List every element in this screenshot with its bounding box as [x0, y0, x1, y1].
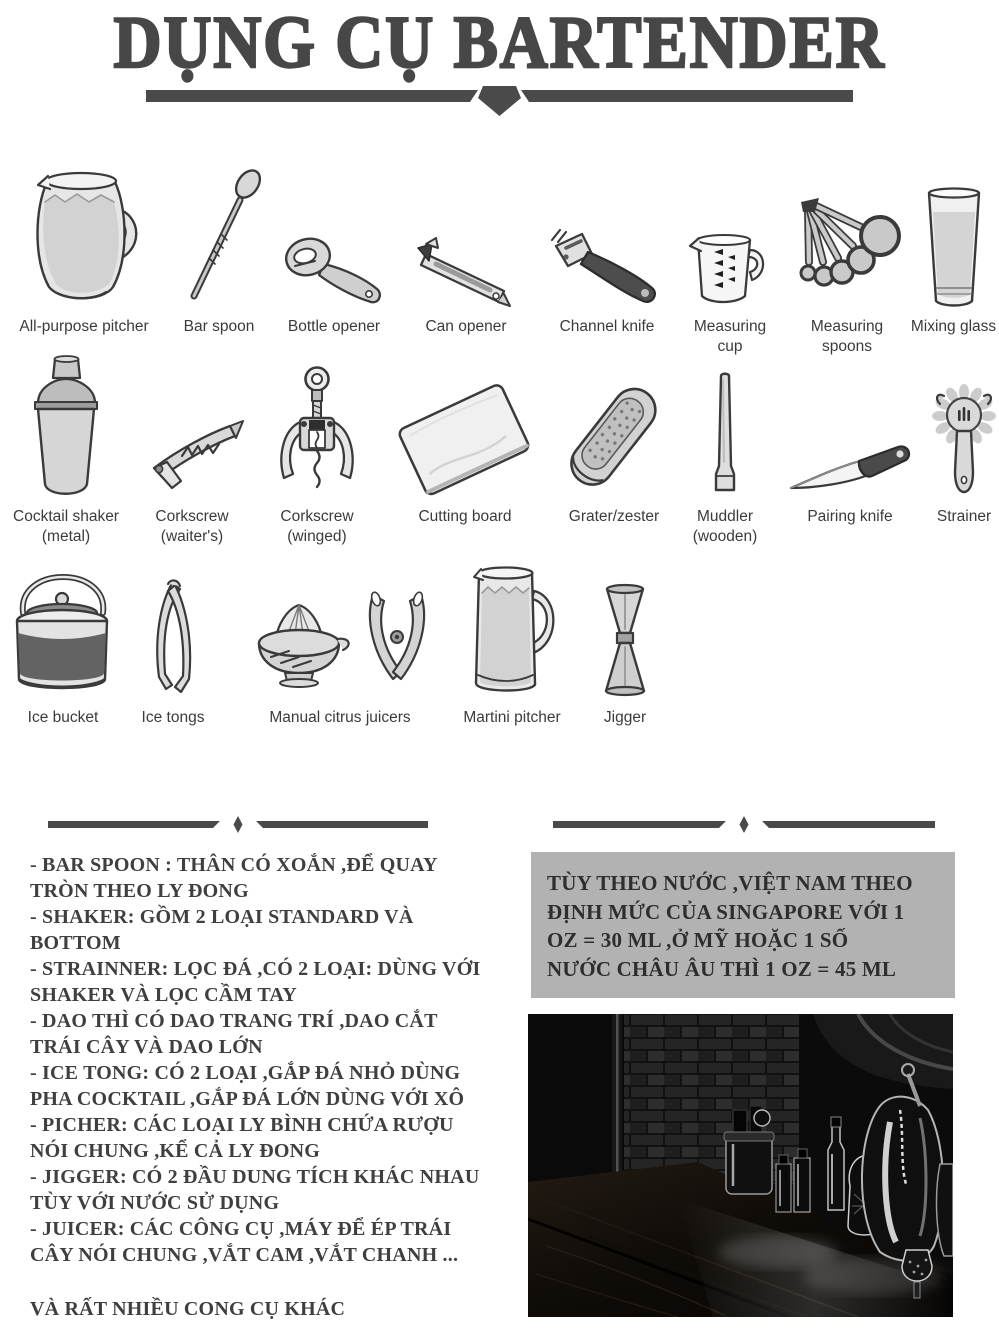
tool-label: Can opener	[425, 318, 507, 335]
notes-footer: VÀ RẤT NHIỀU CONG CỤ KHÁC	[30, 1298, 346, 1320]
tool-citrus-juicers	[238, 558, 442, 728]
title-divider-ornament	[146, 80, 853, 118]
citrus-juicers-icon	[241, 581, 439, 703]
tool-measuring-spoons	[786, 152, 908, 357]
tool-grater-zester	[548, 352, 680, 527]
right-section-divider	[553, 816, 935, 834]
tool-muddler	[682, 352, 768, 547]
tool-jigger	[578, 558, 672, 728]
tool-bar-spoon	[160, 152, 278, 337]
tool-label: Grater/zester	[568, 508, 660, 525]
muddler-icon	[706, 370, 744, 502]
info-line: OZ = 30 ML ,Ở MỸ HOẶC 1 SỐ	[547, 928, 849, 952]
tool-corkscrew-winged	[255, 352, 379, 547]
tool-label: Martini pitcher	[463, 709, 561, 726]
note-knives: - DAO THÌ CÓ DAO TRANG TRÍ ,DAO CẮT TRÁI CÂY VÀ DAO LỚN	[30, 1010, 438, 1058]
measuring-spoons-icon	[791, 190, 903, 312]
grater-zester-icon	[562, 374, 666, 502]
tool-cutting-board	[392, 352, 538, 527]
info-line: NƯỚC CHÂU ÂU THÌ 1 OZ = 45 ML	[547, 956, 897, 981]
bar-photo	[528, 1014, 953, 1317]
tool-label: Corkscrew (waiter's)	[155, 508, 229, 545]
tool-label: Channel knife	[559, 318, 655, 335]
jigger-icon	[599, 581, 651, 703]
tool-cocktail-shaker	[0, 352, 132, 547]
tool-label: Manual citrus juicers	[269, 709, 411, 726]
bar-spoon-icon	[172, 162, 267, 312]
tool-label: Corkscrew (winged)	[280, 508, 354, 545]
martini-pitcher-icon	[462, 561, 562, 703]
tool-mixing-glass	[908, 152, 999, 337]
measuring-cup-icon	[684, 224, 776, 312]
note-strainer: - STRAINNER: LỌC ĐÁ ,CÓ 2 LOẠI: DÙNG VỚI SHAKER VÀ LỌC CẦM TAY	[30, 958, 481, 1006]
cocktail-shaker-icon	[18, 354, 114, 502]
tool-label: Muddler (wooden)	[692, 508, 758, 545]
measurement-info-box	[531, 852, 955, 998]
tool-label: Bar spoon	[183, 318, 255, 335]
note-pitcher: - PICHER: CÁC LOẠI LY BÌNH CHỨA RƯỢU NÓI CHUNG ,KỂ CẢ LY ĐONG	[30, 1114, 454, 1162]
tool-can-opener	[402, 152, 530, 337]
strainer-icon	[932, 384, 996, 502]
tool-bottle-opener	[278, 152, 390, 337]
tool-measuring-cup	[680, 152, 780, 357]
info-line: TÙY THEO NƯỚC ,VIỆT NAM THEO	[547, 871, 913, 895]
tool-label: Ice tongs	[141, 709, 205, 726]
pitcher-icon	[19, 160, 149, 312]
tool-martini-pitcher	[458, 558, 566, 728]
ice-bucket-icon	[5, 561, 121, 703]
note-ice-tong: - ICE TONG: CÓ 2 LOẠI ,GẮP ĐÁ NHỎ DÙNG PHA COCKTAIL ,GẮP ĐÁ LỚN DÙNG VỚI XÔ	[30, 1062, 465, 1110]
tool-label: Mixing glass	[910, 318, 997, 335]
ice-tongs-icon	[135, 575, 211, 703]
notes-list	[30, 852, 492, 1322]
note-juicer: - JUICER: CÁC CÔNG CỤ ,MÁY ĐỂ ÉP TRÁI CÂY NÓI CHUNG ,VẮT CAM ,VẮT CHANH ...	[30, 1218, 459, 1266]
note-bar-spoon: - BAR SPOON : THÂN CÓ XOẮN ,ĐỂ QUAY TRÒN THEO LY ĐONG	[30, 854, 437, 902]
page-title: DỤNG CỤ BARTENDER	[113, 2, 886, 84]
tool-all-purpose-pitcher	[8, 152, 160, 337]
channel-knife-icon	[548, 222, 666, 312]
tool-label: Strainer	[936, 508, 992, 525]
corkscrew-winged-icon	[269, 364, 365, 502]
tool-label: All-purpose pitcher	[19, 318, 149, 335]
tool-label: Cocktail shaker (metal)	[13, 508, 119, 545]
tool-label: Bottle opener	[287, 318, 381, 335]
corkscrew-waiters-icon	[136, 390, 248, 502]
can-opener-icon	[414, 234, 518, 312]
note-shaker: - SHAKER: GỒM 2 LOẠI STANDARD VÀ BOTTOM	[30, 906, 414, 954]
pairing-knife-icon	[786, 430, 914, 502]
tool-ice-bucket	[4, 558, 122, 728]
tool-label: Jigger	[603, 709, 647, 726]
bottle-opener-icon	[281, 230, 387, 312]
info-line: ĐỊNH MỨC CỦA SINGAPORE VỚI 1	[547, 899, 905, 924]
left-section-divider	[48, 816, 428, 834]
tool-channel-knife	[540, 152, 674, 337]
tool-label: Pairing knife	[807, 508, 893, 525]
cutting-board-icon	[392, 374, 538, 502]
tool-corkscrew-waiters	[132, 352, 252, 547]
tool-strainer	[920, 352, 999, 527]
tool-label: Measuring cup	[693, 318, 767, 355]
mixing-glass-icon	[921, 184, 987, 312]
tool-label: Ice bucket	[27, 709, 99, 726]
tool-ice-tongs	[124, 558, 222, 728]
note-jigger: - JIGGER: CÓ 2 ĐẦU DUNG TÍCH KHÁC NHAU TÙY VỚI NƯỚC SỬ DỤNG	[30, 1166, 480, 1214]
tool-pairing-knife	[782, 352, 918, 527]
tool-label: Cutting board	[418, 508, 512, 525]
tool-label: Measuring spoons	[810, 318, 884, 355]
